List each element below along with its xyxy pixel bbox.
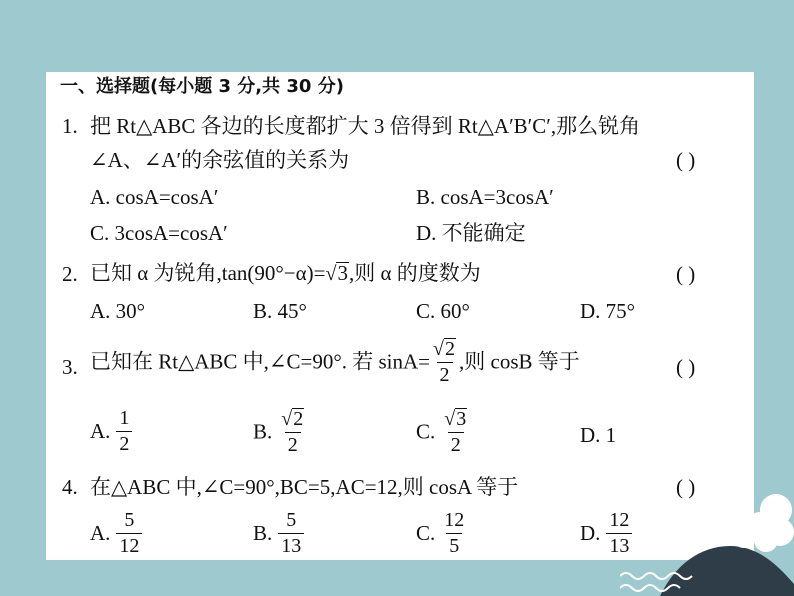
option-b[interactable]: B. 45°: [253, 299, 307, 323]
option-a[interactable]: A. $\frac{1}{2}$: [90, 408, 132, 455]
question-text: 已知 α 为锐角,tan(90°−α)= √ 3 ,则 α 的度数为: [90, 261, 481, 285]
question-text: 已知在 Rt△ABC 中,∠C=90°. 若 sinA= √ 2 2 ,则 cosB 等于: [90, 338, 580, 386]
island-shape: [660, 546, 794, 596]
option-a[interactable]: A. $\frac{5}{12}$: [90, 510, 142, 557]
section-heading: 一、选择题(每小题 3 分,共 30 分): [60, 76, 344, 97]
question-number: 4.: [62, 475, 78, 499]
option-b[interactable]: B. cosA=3cosA′: [416, 185, 554, 209]
sqrt-expression: √ 3: [325, 261, 348, 285]
answer-blank[interactable]: ( ): [676, 262, 696, 286]
option-d[interactable]: D. 不能确定: [416, 221, 526, 245]
question-number: 3.: [62, 355, 78, 379]
question-text: 在△ABC 中,∠C=90°,BC=5,AC=12,则 cosA 等于: [90, 475, 519, 499]
option-c[interactable]: C. $\frac{12}{5}$: [416, 509, 465, 557]
cloud-shape: [732, 494, 794, 552]
question-number: 2.: [62, 262, 78, 286]
option-a[interactable]: A. 30°: [90, 299, 146, 323]
option-a[interactable]: A. cosA=cosA′: [90, 185, 219, 209]
option-d[interactable]: D. 75°: [580, 299, 636, 323]
option-d[interactable]: D. 1: [580, 423, 617, 447]
question-number: 1.: [62, 114, 78, 138]
answer-blank[interactable]: ( ): [676, 355, 696, 379]
answer-blank[interactable]: ( ): [676, 475, 696, 499]
option-c[interactable]: C. 3cosA=cosA′: [90, 221, 228, 245]
option-c[interactable]: C. 60°: [416, 299, 470, 323]
option-b[interactable]: B. √ 2 2: [253, 408, 304, 456]
answer-blank[interactable]: ( ): [676, 148, 696, 172]
option-d[interactable]: D. $\frac{12}{13}$: [580, 510, 632, 557]
option-c[interactable]: C. √ 3 2: [416, 408, 467, 456]
option-b[interactable]: B. $\frac{5}{13}$: [253, 510, 304, 557]
question-text-line2: ∠A、∠A′的余弦值的关系为: [90, 148, 350, 172]
fraction-sqrt2-over-2: √ 2 2: [433, 338, 456, 386]
decorative-island-cloud: [620, 480, 794, 596]
question-text-line1: 把 Rt△ABC 各边的长度都扩大 3 倍得到 Rt△A′B′C′,那么锐角: [90, 114, 641, 138]
